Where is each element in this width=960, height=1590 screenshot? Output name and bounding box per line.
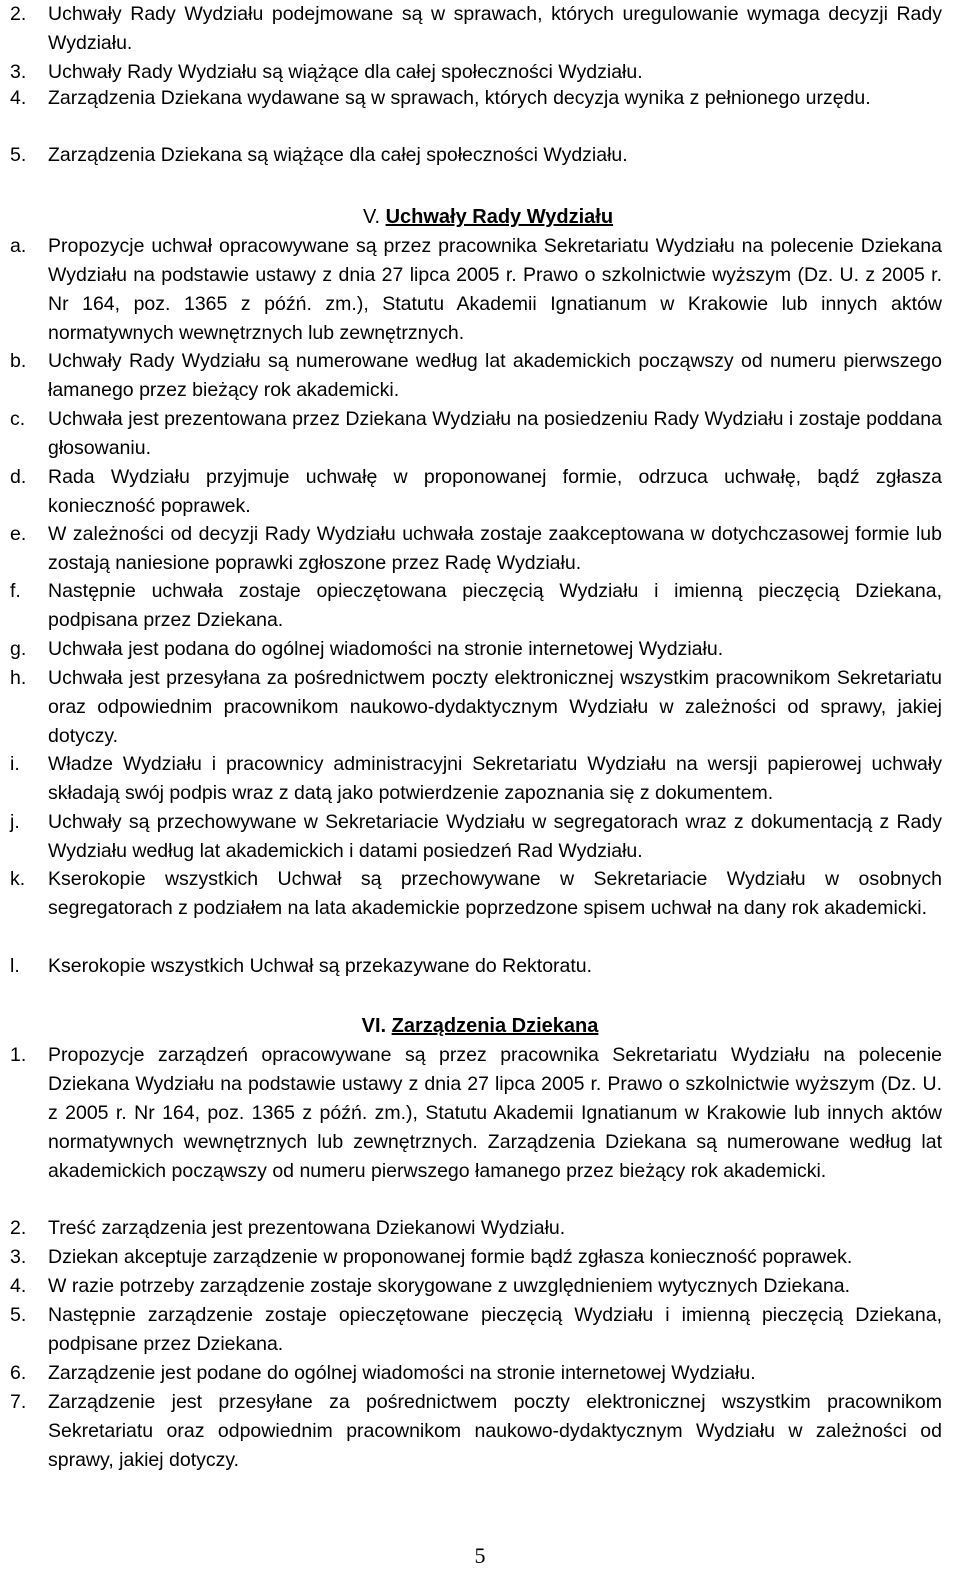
list-item: [10, 1214, 942, 1243]
list-item-text: Zarządzenie jest przesyłane za pośrednictwem poczty elektronicznej wszystkim pracownikom Sekretariatu oraz odpowiednim pracownikom naukowo-dydaktycznym Wydziału w zależności od sprawy, jakiej dotyczy.: [48, 1391, 942, 1471]
list-item-letter: k.: [10, 868, 26, 890]
list-item-text: Kserokopie wszystkich Uchwał są przekazywane do Rektoratu.: [48, 955, 593, 977]
list-item-text: Propozycje zarządzeń opracowywane są przez pracownika Sekretariatu Wydziału na polecenie Dziekana Wydziału na podstawie ustawy z dnia 27 lipca 2005 r. Prawo o szkolnictwie wyższym (Dz. U. z 2005 r. Nr 164, poz. 1365 z późń. zm.), Statutu Akademii Ignatianum w Krakowie lub innych aktów normatywnych wewnętrznych lub zewnętrznych. Zarządzenia Dziekana są numerowane według lat akademickich począwszy od numeru pierwszego łamanego przez bieżący rok akademicki.: [48, 1044, 942, 1182]
list-item: [10, 808, 942, 866]
list-item-text: Następnie uchwała zostaje opieczętowana pieczęcią Wydziału i imienną pieczęcią Dziekana, podpisana przez Dziekana.: [48, 580, 942, 631]
list-item-letter: h.: [10, 667, 27, 689]
list-item: [10, 58, 942, 87]
list-item-text: Zarządzenia Dziekana wydawane są w sprawach, których decyzja wynika z pełnionego urzędu.: [48, 87, 871, 109]
list-item-text: Władze Wydziału i pracownicy administracyjni Sekretariatu Wydziału na wersji papierowej uchwały składają swój podpis wraz z datą jako potwierdzenie zapoznania się z dokumentem.: [48, 753, 942, 804]
list-item-text: Uchwały są przechowywane w Sekretariacie Wydziału w segregatorach wraz z dokumentacją z Rady Wydziału według lat akademickich i datami posiedzeń Rad Wydziału.: [48, 811, 942, 862]
list-item: [10, 347, 942, 405]
list-item-number: 2.: [10, 3, 27, 25]
list-item-number: 3.: [10, 1246, 27, 1268]
list-item-text: Dziekan akceptuje zarządzenie w proponowanej formie bądź zgłasza konieczność poprawek.: [48, 1246, 853, 1268]
list-item: [10, 1272, 942, 1301]
list-item: [10, 635, 942, 664]
list-item-letter: a.: [10, 235, 27, 257]
list-item: [10, 1388, 942, 1475]
list-item-text: Uchwały Rady Wydziału podejmowane są w sprawach, których uregulowanie wymaga decyzji Rady Wydziału.: [48, 3, 942, 54]
list-item-text: Zarządzenie jest podane do ogólnej wiadomości na stronie internetowej Wydziału.: [48, 1362, 756, 1384]
list-item: [10, 865, 942, 923]
list-item-letter: e.: [10, 523, 27, 545]
list-item: [10, 520, 942, 578]
list-item-text: Uchwała jest podana do ogólnej wiadomości na stronie internetowej Wydziału.: [48, 638, 724, 660]
list-item: [10, 232, 942, 348]
list-item: [10, 84, 942, 113]
list-item-letter: g.: [10, 638, 27, 660]
list-item-number: 6.: [10, 1362, 27, 1384]
list-item-text: Zarządzenia Dziekana są wiążące dla całej społeczności Wydziału.: [48, 144, 628, 166]
list-item: [10, 1359, 942, 1388]
list-item-number: 5.: [10, 1304, 27, 1326]
list-item-text: Uchwała jest prezentowana przez Dziekana Wydziału na posiedzeniu Rady Wydziału i zostaje poddana głosowaniu.: [48, 408, 942, 459]
list-item-letter: c.: [10, 408, 26, 430]
list-item-number: 4.: [10, 87, 27, 109]
list-item-number: 4.: [10, 1275, 27, 1297]
list-item-text: W razie potrzeby zarządzenie zostaje skorygowane z uwzględnieniem wytycznych Dziekana.: [48, 1275, 851, 1297]
list-item-text: Treść zarządzenia jest prezentowana Dziekanowi Wydziału.: [48, 1217, 566, 1239]
list-item-letter: b.: [10, 350, 27, 372]
list-item: [10, 1301, 942, 1359]
list-item-letter: i.: [10, 753, 20, 775]
section-heading: [8, 203, 960, 232]
list-item: [10, 1243, 942, 1272]
list-item-number: 7.: [10, 1391, 27, 1413]
list-item-number: 1.: [10, 1044, 27, 1066]
list-item-text: Uchwały Rady Wydziału są wiążące dla całej społeczności Wydziału.: [48, 61, 643, 83]
page-number: 5: [474, 1543, 486, 1568]
list-item: [10, 664, 942, 751]
list-item: [10, 0, 942, 58]
list-item-text: Rada Wydziału przyjmuje uchwałę w proponowanej formie, odrzuca uchwałę, bądź zgłasza konieczność poprawek.: [48, 466, 942, 517]
section-heading: [0, 1012, 960, 1041]
list-item-text: W zależności od decyzji Rady Wydziału uchwała zostaje zaakceptowana w dotychczasowej formie lub zostają naniesione poprawki zgłoszone przez Radę Wydziału.: [48, 523, 942, 574]
list-item: [10, 952, 942, 981]
list-item-text: Uchwały Rady Wydziału są numerowane według lat akademickich począwszy od numeru pierwszego łamanego przez bieżący rok akademicki.: [48, 350, 942, 401]
list-item-text: Kserokopie wszystkich Uchwał są przechowywane w Sekretariacie Wydziału w osobnych segregatorach z podziałem na lata akademickie poprzedzone spisem uchwał na dany rok akademicki.: [48, 868, 942, 919]
section-number: V.: [362, 206, 380, 228]
list-item-letter: l.: [10, 955, 20, 977]
list-item-text: Propozycje uchwał opracowywane są przez pracownika Sekretariatu Wydziału na polecenie Dziekana Wydziału na podstawie ustawy z dnia 27 lipca 2005 r. Prawo o szkolnictwie wyższym (Dz. U. z 2005 r. Nr 164, poz. 1365 z późń. zm.), Statutu Akademii Ignatianum w Krakowie lub innych aktów normatywnych wewnętrznych lub zewnętrznych.: [48, 235, 942, 344]
list-item-text: Uchwała jest przesyłana za pośrednictwem poczty elektronicznej wszystkim pracownikom Sekretariatu oraz odpowiednim pracownikom naukowo-dydaktycznym Wydziału w zależności od sprawy, jakiej dotyczy.: [48, 667, 942, 747]
list-item: [10, 577, 942, 635]
list-item-number: 3.: [10, 61, 27, 83]
list-item-number: 2.: [10, 1217, 27, 1239]
list-item: [10, 1041, 942, 1186]
section-title: Zarządzenia Dziekana: [391, 1015, 599, 1037]
list-item-letter: d.: [10, 466, 27, 488]
list-item-letter: j.: [10, 811, 20, 833]
list-item: [10, 141, 942, 170]
section-title: Uchwały Rady Wydziału: [385, 206, 614, 228]
list-item-number: 5.: [10, 144, 27, 166]
list-item: [10, 750, 942, 808]
list-item: [10, 405, 942, 463]
list-item: [10, 463, 942, 521]
list-item-letter: f.: [10, 580, 21, 602]
section-number: VI.: [361, 1015, 387, 1037]
list-item-text: Następnie zarządzenie zostaje opieczętowane pieczęcią Wydziału i imienną pieczęcią Dziekana, podpisane przez Dziekana.: [48, 1304, 942, 1355]
